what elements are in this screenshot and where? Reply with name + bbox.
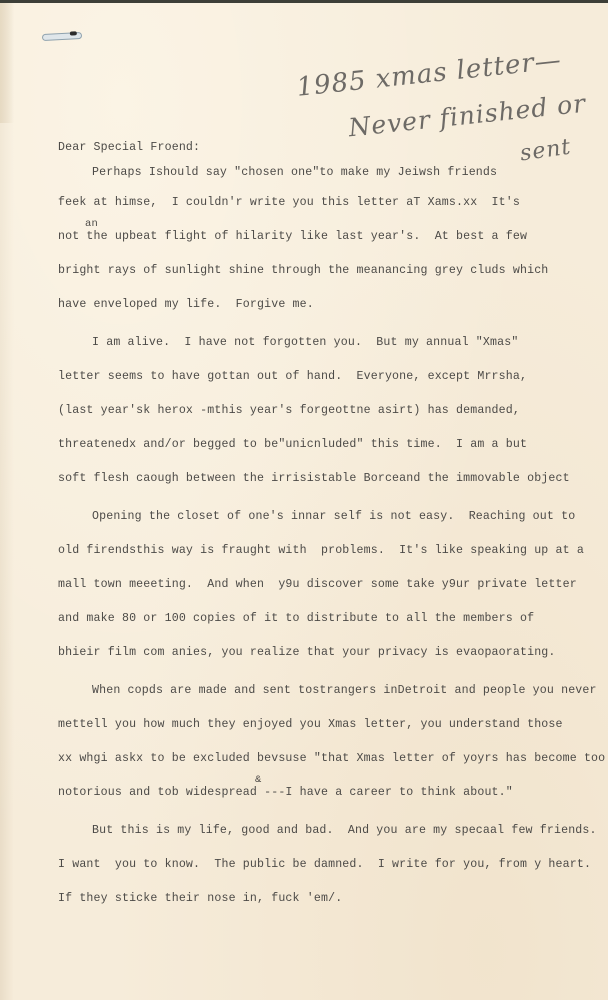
letter-line: notorious and tob widespread ---I have a career to think about." <box>58 786 513 799</box>
letter-line: feek at himse, I couldn'r write you this letter aT Xams.xx It's <box>58 196 520 209</box>
letter-line: (last year'sk herox -mthis year's forgeottne asirt) has demanded, <box>58 404 520 417</box>
handwritten-note-line-1: 1985 xmas letter— <box>295 45 564 103</box>
letter-line: have enveloped my life. Forgive me. <box>58 298 314 311</box>
letter-line: xx whgi askx to be excluded bevsuse "that Xmas letter of yoyrs has become too <box>58 752 606 765</box>
letter-line: Perhaps Ishould say "chosen one"to make my Jeiwsh friends <box>92 166 498 179</box>
paper-clip-icon <box>42 32 82 41</box>
letter-line: If they sticke their nose in, fuck 'em/. <box>58 892 343 905</box>
salutation: Dear Special Froend: <box>58 141 201 154</box>
handtyped-insertion: & <box>255 774 262 786</box>
letter-line: bhieir film com anies, you realize that your privacy is evaopaorating. <box>58 646 556 659</box>
letter-line: When copds are made and sent tostrangers inDetroit and people you never <box>92 684 597 697</box>
letter-page <box>0 3 608 1000</box>
letter-line: threatenedx and/or begged to be"unicnluded" this time. I am a but <box>58 438 528 451</box>
letter-line: I am alive. I have not forgotten you. But my annual "Xmas" <box>92 336 519 349</box>
letter-line: I want you to know. The public be damned. I write for you, from y heart. <box>58 858 592 871</box>
handtyped-insertion: an <box>85 218 98 230</box>
page-fold-shadow <box>0 3 14 123</box>
letter-line: mall town meeeting. And when y9u discover some take y9ur private letter <box>58 578 577 591</box>
handwritten-note-line-2: Never finished or <box>347 88 588 143</box>
letter-line: Opening the closet of one's innar self is not easy. Reaching out to <box>92 510 576 523</box>
handwritten-note-line-3: sent <box>518 134 573 167</box>
letter-line: not the upbeat flight of hilarity like last year's. At best a few <box>58 230 528 243</box>
letter-line: letter seems to have gottan out of hand. Everyone, except Mrrsha, <box>58 370 528 383</box>
letter-line: bright rays of sunlight shine through the meanancing grey cluds which <box>58 264 549 277</box>
letter-line: soft flesh caough between the irrisistable Borceand the immovable object <box>58 472 570 485</box>
letter-line: But this is my life, good and bad. And you are my specaal few friends. <box>92 824 597 837</box>
letter-line: mettell you how much they enjoyed you Xmas letter, you understand those <box>58 718 563 731</box>
letter-line: and make 80 or 100 copies of it to distribute to all the members of <box>58 612 535 625</box>
letter-line: old firendsthis way is fraught with problems. It's like speaking up at a <box>58 544 584 557</box>
